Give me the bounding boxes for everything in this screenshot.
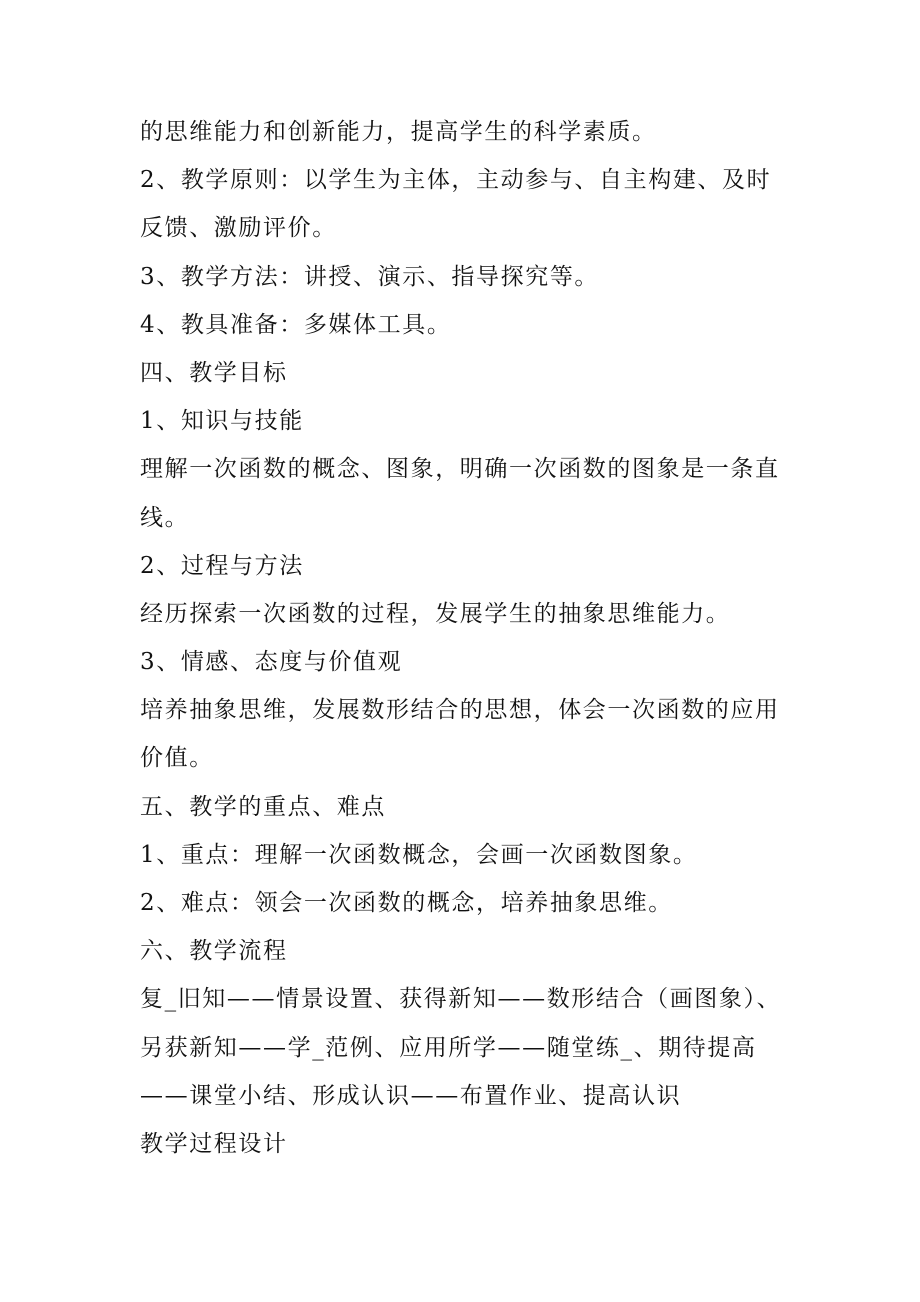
text-line: 另获新知——学_范例、应用所学——随堂练_、期待提高 xyxy=(140,1034,757,1061)
subsection-heading: 1、知识与技能 xyxy=(140,408,304,435)
text-line: 培养抽象思维，发展数形结合的思想，体会一次函数的应用 xyxy=(140,697,780,724)
text-line: 4、教具准备：多媒体工具。 xyxy=(140,311,452,338)
section-heading: 教学过程设计 xyxy=(140,1130,288,1157)
text-line: 经历探索一次函数的过程，发展学生的抽象思维能力。 xyxy=(140,600,731,627)
section-heading: 四、教学目标 xyxy=(140,359,288,386)
text-line: 理解一次函数的概念、图象，明确一次函数的图象是一条直 xyxy=(140,456,780,483)
document-body xyxy=(140,108,790,1168)
subsection-heading: 3、情感、态度与价值观 xyxy=(140,649,403,676)
text-line: 3、教学方法：讲授、演示、指导探究等。 xyxy=(140,263,600,290)
section-heading: 六、教学流程 xyxy=(140,938,288,965)
text-line: 复_旧知——情景设置、获得新知——数形结合（画图象）、 xyxy=(140,986,782,1013)
text-line: 2、难点：领会一次函数的概念，培养抽象思维。 xyxy=(140,890,673,916)
text-line: 反馈、激励评价。 xyxy=(140,215,337,242)
text-line: 价值。 xyxy=(140,745,214,772)
text-line: 1、重点：理解一次函数概念，会画一次函数图象。 xyxy=(140,841,698,868)
text-line: 2、教学原则：以学生为主体，主动参与、自主构建、及时 xyxy=(140,167,772,194)
text-line: 线。 xyxy=(140,504,190,531)
text-line: 的思维能力和创新能力，提高学生的科学素质。 xyxy=(140,119,657,145)
text-line: ——课堂小结、形成认识——布置作业、提高认识 xyxy=(140,1082,682,1109)
section-heading: 五、教学的重点、难点 xyxy=(140,793,386,820)
subsection-heading: 2、过程与方法 xyxy=(140,552,304,579)
